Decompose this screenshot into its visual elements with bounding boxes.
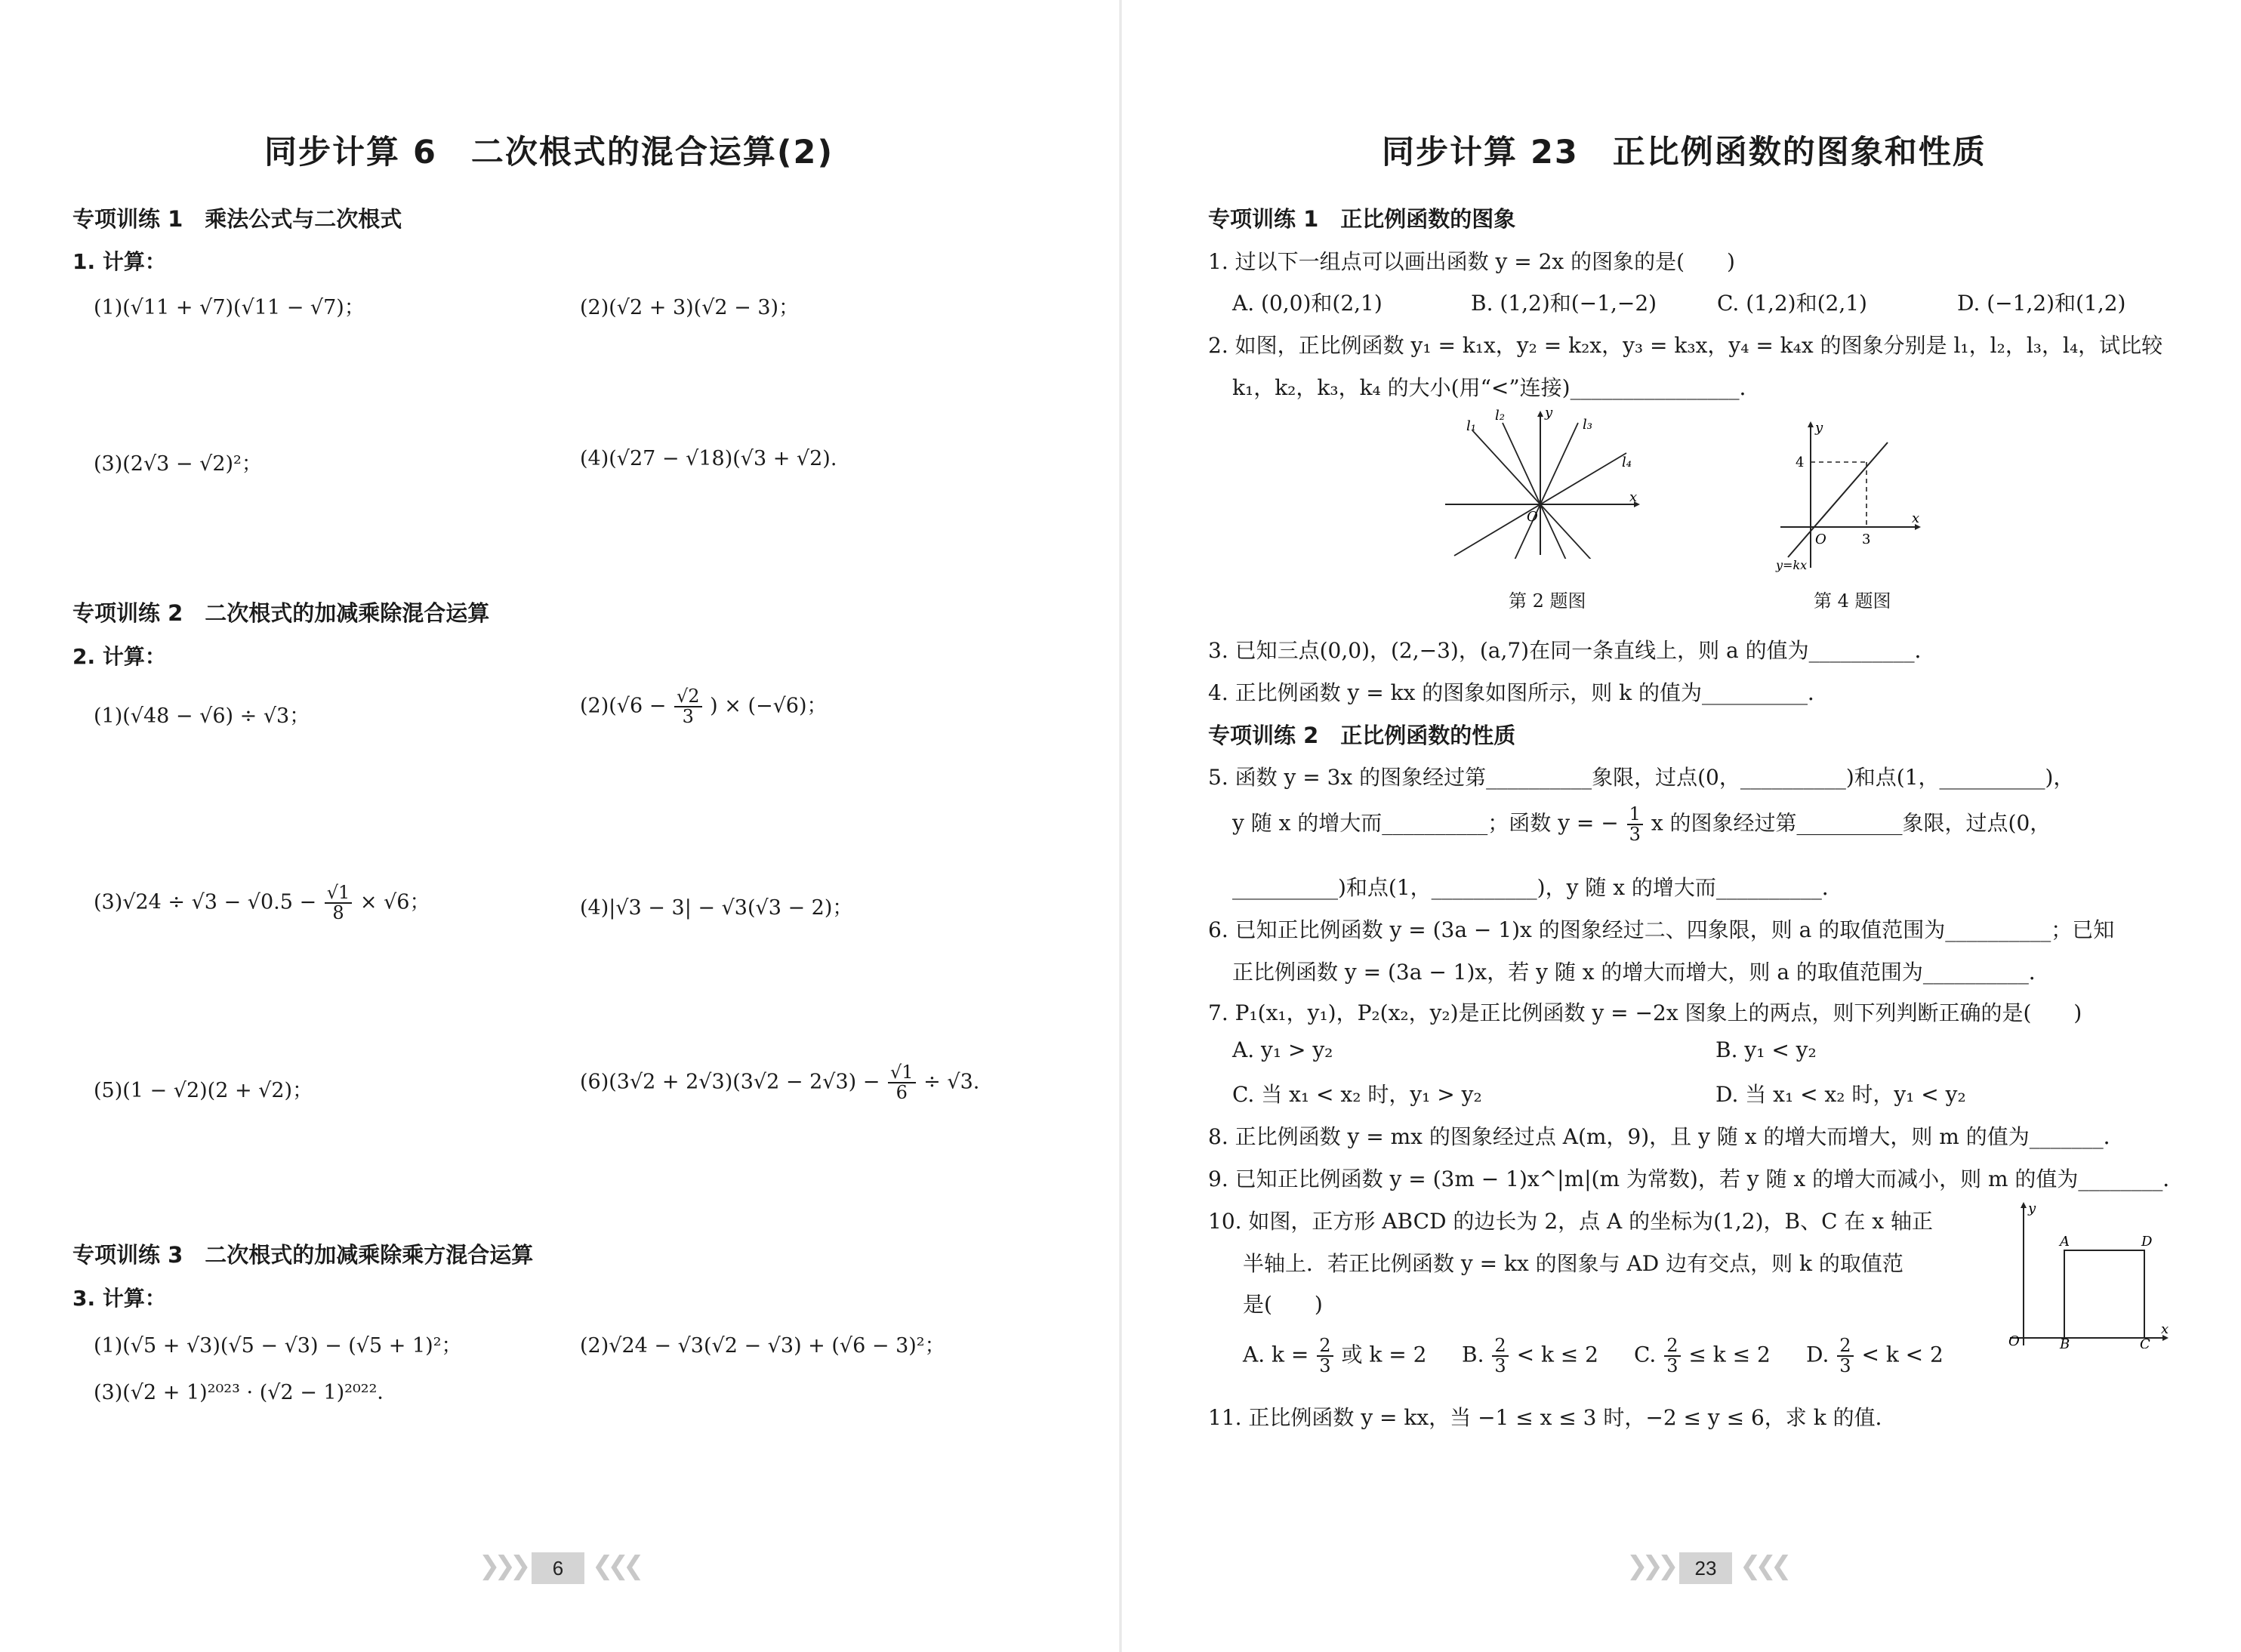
label-l3: l₃ bbox=[1583, 417, 1592, 433]
fraction: $\frac{√1}{8}$ bbox=[325, 883, 353, 923]
problem-2-3: (3)√24 ÷ √3 − √0.5 − $\frac{√1}{8}$ × √6； bbox=[94, 882, 430, 924]
question-10-line-1: 10. 如图，正方形 ABCD 的边长为 2，点 A 的坐标为(1,2)，B、C 在 x 轴正 bbox=[1208, 1209, 1934, 1234]
problem-1-1: (1)(√11 + √7)(√11 − √7)； bbox=[94, 296, 365, 319]
question-1: 1. 计算： bbox=[72, 249, 166, 274]
fraction: $\frac{1}{3}$ bbox=[1627, 805, 1643, 844]
option-10-a: A. k = $\frac{2}{3}$ 或 k = 2 bbox=[1243, 1335, 1427, 1377]
page-title: 同步计算 6 二次根式的混合运算(2) bbox=[264, 134, 834, 171]
question-3: 3. 计算： bbox=[72, 1286, 166, 1311]
problem-3-2: (2)√24 − √3(√2 − √3) + (√6 − 3)²； bbox=[580, 1334, 945, 1358]
fraction: $\frac{2}{3}$ bbox=[1492, 1336, 1508, 1376]
problem-1-3: (3)(2√3 − √2)²； bbox=[94, 452, 262, 476]
problem-2-5: (5)(1 − √2)(2 + √2)； bbox=[94, 1079, 313, 1102]
question-2-line-1: 2. 如图，正比例函数 y₁ = k₁x，y₂ = k₂x，y₃ = k₃x，y₄ = k₄x 的图象分别是 l₁，l₂，l₃，l₄，试比较 bbox=[1208, 333, 2163, 358]
problem-3-1: (1)(√5 + √3)(√5 − √3) − (√5 + 1)²； bbox=[94, 1334, 462, 1358]
figure-2-caption: 第 2 题图 bbox=[1509, 590, 1586, 612]
question-5-line-1: 5. 函数 y = 3x 的图象经过第__________象限，过点(0，__________)和点(1，__________)， bbox=[1208, 765, 2075, 790]
question-9: 9. 已知正比例函数 y = (3m − 1)x^|m|(m 为常数)，若 y 随 x 的增大而减小，则 m 的值为________． bbox=[1208, 1167, 2184, 1191]
page-number: 6 bbox=[532, 1552, 584, 1584]
label-l1: l₁ bbox=[1466, 418, 1476, 434]
question-6-line-2: 正比例函数 y = (3a − 1)x，若 y 随 x 的增大而增大，则 a 的取值范围为__________． bbox=[1232, 960, 2050, 985]
tick-y: 4 bbox=[1796, 455, 1805, 470]
question-4: 4. 正比例函数 y = kx 的图象如图所示，则 k 的值为__________． bbox=[1208, 680, 1829, 705]
chevron-left-icon: ❮❮❮ bbox=[592, 1551, 639, 1581]
label-y: y bbox=[1545, 408, 1553, 421]
problem-2-4: (4)|√3 − 3| − √3(√3 − 2)； bbox=[580, 896, 853, 920]
problem-2-6: (6)(3√2 + 2√3)(3√2 − 2√3) − $\frac{√1}{6}$ ÷ √3. bbox=[580, 1062, 980, 1104]
option-7-c: C. 当 x₁ < x₂ 时，y₁ > y₂ bbox=[1232, 1082, 1482, 1107]
figure-10-square-diagram bbox=[1996, 1197, 2170, 1348]
section-heading-1: 专项训练 1 乘法公式与二次根式 bbox=[72, 206, 402, 232]
label-y: y bbox=[2028, 1200, 2036, 1216]
page-title: 同步计算 23 正比例函数的图象和性质 bbox=[1382, 134, 1987, 171]
question-3: 3. 已知三点(0,0)，(2,−3)，(a,7)在同一条直线上，则 a 的值为__________． bbox=[1208, 638, 1936, 663]
problem-2-2: (2)(√6 − $\frac{√2}{3}$ ) × (−√6)； bbox=[580, 686, 828, 728]
option-10-d: D. $\frac{2}{3}$ < k < 2 bbox=[1806, 1335, 1944, 1377]
label-origin: O bbox=[1815, 532, 1826, 547]
problem-2-1: (1)(√48 − √6) ÷ √3； bbox=[94, 704, 310, 728]
chevron-right-icon: ❯❯❯ bbox=[1626, 1551, 1673, 1581]
question-5-line-2: y 随 x 的增大而__________；函数 y = − $\frac{1}{3}$ x 的图象经过第__________象限，过点(0， bbox=[1232, 803, 2051, 846]
label-d: D bbox=[2141, 1234, 2153, 1250]
label-l4: l₄ bbox=[1622, 455, 1632, 470]
label-c: C bbox=[2140, 1336, 2150, 1348]
question-2: 2. 计算： bbox=[72, 644, 166, 669]
figure-4-graph bbox=[1773, 417, 1924, 575]
label-a: A bbox=[2060, 1234, 2070, 1250]
label-b: B bbox=[2060, 1336, 2070, 1348]
right-page bbox=[1120, 0, 2241, 1652]
option-1-b: B. (1,2)和(−1,−2) bbox=[1471, 291, 1657, 316]
label-l2: l₂ bbox=[1495, 408, 1505, 424]
label-origin: O bbox=[2008, 1333, 2020, 1348]
question-10-line-2: 半轴上．若正比例函数 y = kx 的图象与 AD 边有交点，则 k 的取值范 bbox=[1243, 1251, 1903, 1276]
section-heading-2: 专项训练 2 二次根式的加减乘除混合运算 bbox=[72, 600, 490, 626]
option-10-b: B. $\frac{2}{3}$ < k ≤ 2 bbox=[1462, 1335, 1598, 1377]
question-2-line-2: k₁，k₂，k₃，k₄ 的大小(用“<”连接)________________． bbox=[1232, 375, 1761, 400]
question-8: 8. 正比例函数 y = mx 的图象经过点 A(m，9)，且 y 随 x 的增大而增大，则 m 的值为_______． bbox=[1208, 1124, 2125, 1149]
option-1-d: D. (−1,2)和(1,2) bbox=[1957, 291, 2126, 316]
section-heading-2: 专项训练 2 正比例函数的性质 bbox=[1208, 723, 1516, 748]
fraction: $\frac{2}{3}$ bbox=[1664, 1336, 1680, 1376]
question-6-line-1: 6. 已知正比例函数 y = (3a − 1)x 的图象经过二、四象限，则 a 的取值范围为__________；已知 bbox=[1208, 917, 2115, 942]
label-equation: y=kx bbox=[1776, 558, 1808, 572]
option-7-b: B. y₁ < y₂ bbox=[1715, 1037, 1817, 1062]
option-1-c: C. (1,2)和(2,1) bbox=[1717, 291, 1867, 316]
left-page bbox=[0, 0, 1120, 1652]
option-7-d: D. 当 x₁ < x₂ 时，y₁ < y₂ bbox=[1715, 1082, 1966, 1107]
figure-4-caption: 第 4 题图 bbox=[1814, 590, 1891, 612]
section-heading-3: 专项训练 3 二次根式的加减乘除乘方混合运算 bbox=[72, 1242, 534, 1268]
option-10-c: C. $\frac{2}{3}$ ≤ k ≤ 2 bbox=[1634, 1335, 1771, 1377]
tick-x: 3 bbox=[1862, 532, 1871, 547]
problem-3-3: (3)(√2 + 1)²⁰²³ · (√2 − 1)²⁰²²． bbox=[94, 1381, 398, 1404]
label-x: x bbox=[2161, 1321, 2169, 1337]
option-1-a: A. (0,0)和(2,1) bbox=[1232, 291, 1383, 316]
fraction: $\frac{√2}{3}$ bbox=[674, 687, 702, 726]
problem-1-2: (2)(√2 + 3)(√2 − 3)； bbox=[580, 296, 800, 319]
chevron-right-icon: ❯❯❯ bbox=[479, 1551, 526, 1581]
question-5-line-3: __________)和点(1，__________)，y 随 x 的增大而__________． bbox=[1232, 875, 1843, 900]
question-10-line-3: 是( ) bbox=[1243, 1292, 1323, 1317]
section-heading-1: 专项训练 1 正比例函数的图象 bbox=[1208, 206, 1516, 232]
question-1: 1. 过以下一组点可以画出函数 y = 2x 的图象的是( ) bbox=[1208, 249, 1735, 274]
fraction: $\frac{2}{3}$ bbox=[1837, 1336, 1853, 1376]
fraction: $\frac{√1}{6}$ bbox=[888, 1063, 916, 1102]
label-x: x bbox=[1629, 489, 1638, 505]
figure-2-lines-diagram bbox=[1445, 408, 1641, 559]
page-number: 23 bbox=[1679, 1552, 1732, 1584]
question-7: 7. P₁(x₁，y₁)，P₂(x₂，y₂)是正比例函数 y = −2x 图象上的两点，则下列判断正确的是( ) bbox=[1208, 1000, 2082, 1025]
fraction: $\frac{2}{3}$ bbox=[1317, 1336, 1333, 1376]
question-11: 11. 正比例函数 y = kx，当 −1 ≤ x ≤ 3 时，−2 ≤ y ≤ 6，求 k 的值． bbox=[1208, 1405, 1897, 1430]
chevron-left-icon: ❮❮❮ bbox=[1740, 1551, 1786, 1581]
label-x: x bbox=[1912, 510, 1920, 526]
option-7-a: A. y₁ > y₂ bbox=[1232, 1037, 1333, 1062]
problem-1-4: (4)(√27 − √18)(√3 + √2). bbox=[580, 447, 837, 470]
label-origin: O bbox=[1527, 509, 1538, 525]
label-y: y bbox=[1815, 420, 1823, 436]
